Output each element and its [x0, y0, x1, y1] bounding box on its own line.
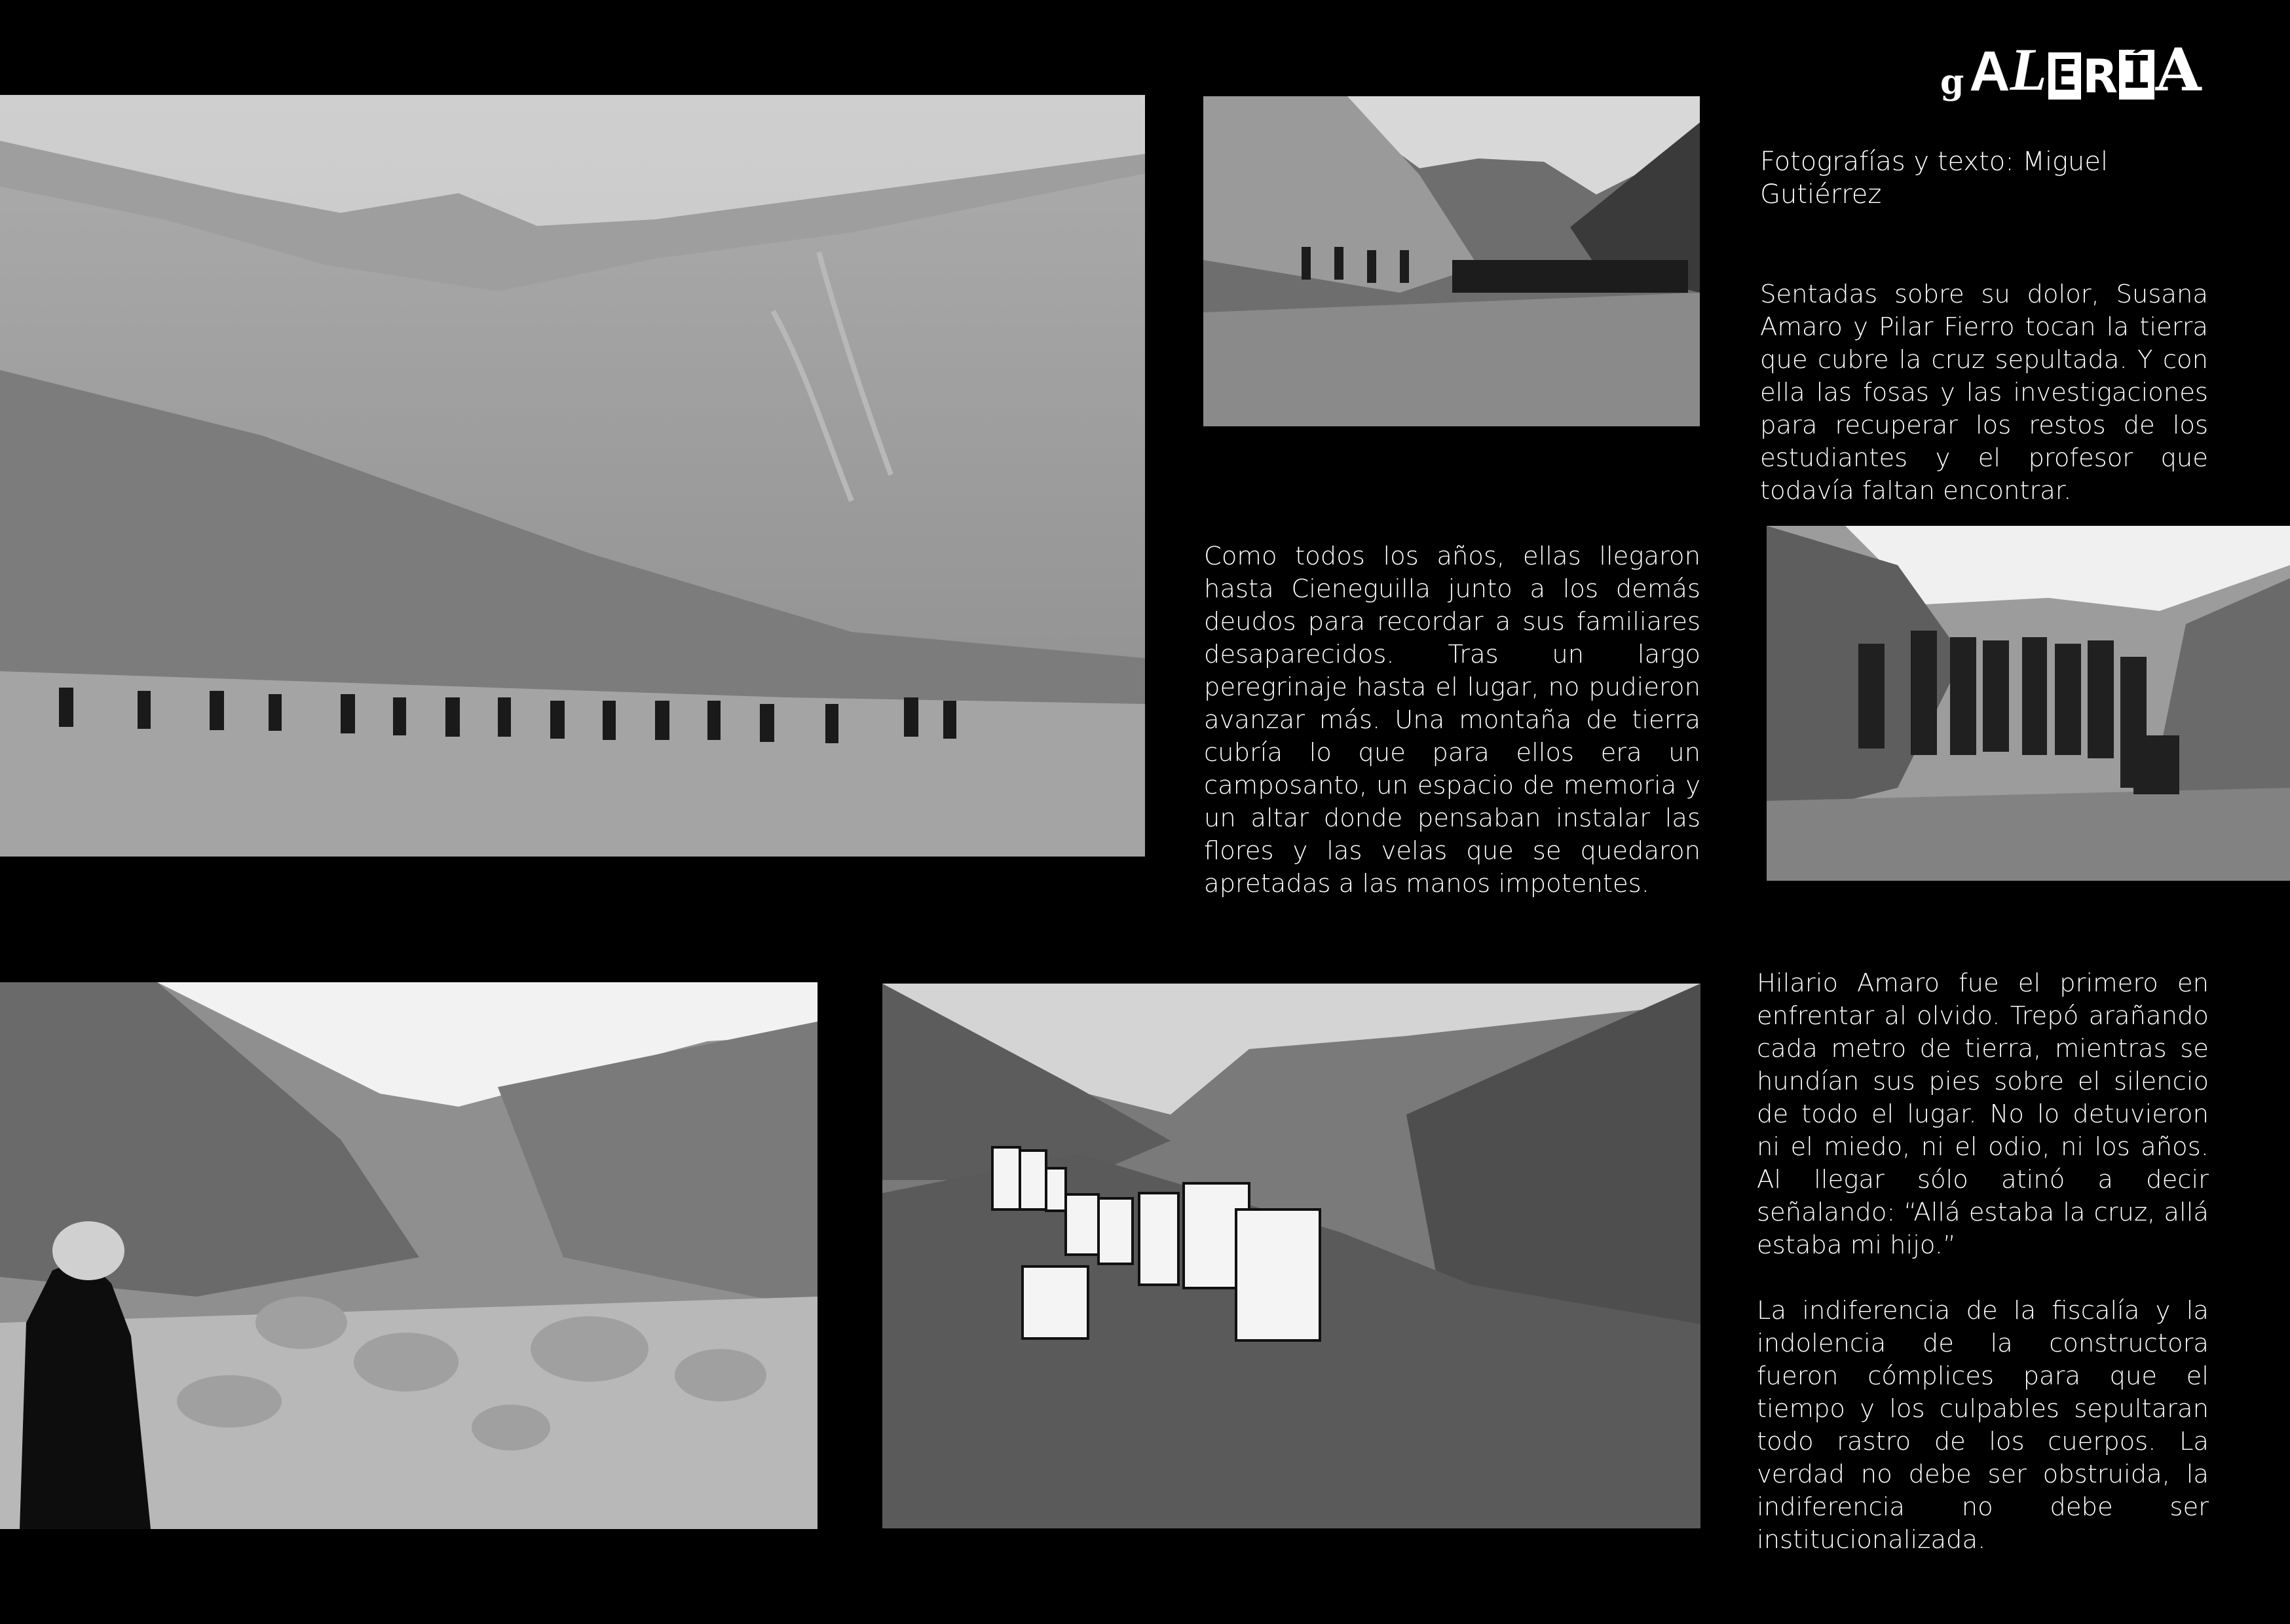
photo-credit: Fotografías y texto: Miguel Gutiérrez: [1760, 147, 2109, 210]
galeria-logo: [1940, 35, 2202, 105]
logo-letter: g: [1940, 62, 1964, 102]
logo-letter: R: [2082, 50, 2118, 103]
paragraph: Como todos los años, ellas llegaron hasta Cieneguilla junto a los demás deudos para recordar a sus familiares desaparecidos. Tras un largo peregrinaje hasta el lugar, no pudieron avanzar más. Una montaña de tierra cubría lo que para ellos era un camposanto, un espacio de memoria y un altar donde pensaban instalar las flores y las velas que se quedaron apretadas a las manos impotentes.: [1204, 542, 1700, 898]
paragraph: Sentadas sobre su dolor, Susana Amaro y Pilar Fierro tocan la tierra que cubre la cruz sepultada. Y con ella las fosas y las investigaciones para recuperar los restos de los estudiantes y el profesor que todavía faltan encontrar.: [1760, 280, 2208, 506]
logo-letter: Í: [2119, 50, 2154, 100]
photo-procession: [0, 95, 1145, 857]
photo-group-standing: [1767, 526, 2290, 881]
photo-crowd-slope: [1203, 96, 1700, 426]
paragraph: La indiferencia de la fiscalía y la indolencia de la constructora fueron cómplices para que el tiempo y los culpables sepultaran todo rastro de los cuerpos. La verdad no debe ser obstruida, la indiferencia no debe ser institucionalizada.: [1757, 1296, 2209, 1555]
caption-lower-right: [1757, 967, 2209, 1557]
logo-letter: E: [2048, 52, 2082, 100]
caption-upper-right: [1760, 278, 2208, 507]
logo-letter: L: [2010, 36, 2047, 103]
caption-middle: [1204, 540, 1700, 900]
paragraph: Hilario Amaro fue el primero en enfrentar al olvido. Trepó arañando cada metro de tierra, mientras se hundían sus pies sobre el silencio de todo el lugar. No lo detuvieron ni el miedo, ni el odio, ni los años. Al llegar sólo atinó a decir señalando: “Allá estaba la cruz, allá estaba mi hijo.”: [1757, 969, 2209, 1260]
photo-portraits-mound: [882, 984, 1700, 1528]
logo-letter: A: [2155, 35, 2202, 105]
photo-woman-rocks: [0, 982, 817, 1529]
logo-letter: A: [1969, 40, 2009, 103]
